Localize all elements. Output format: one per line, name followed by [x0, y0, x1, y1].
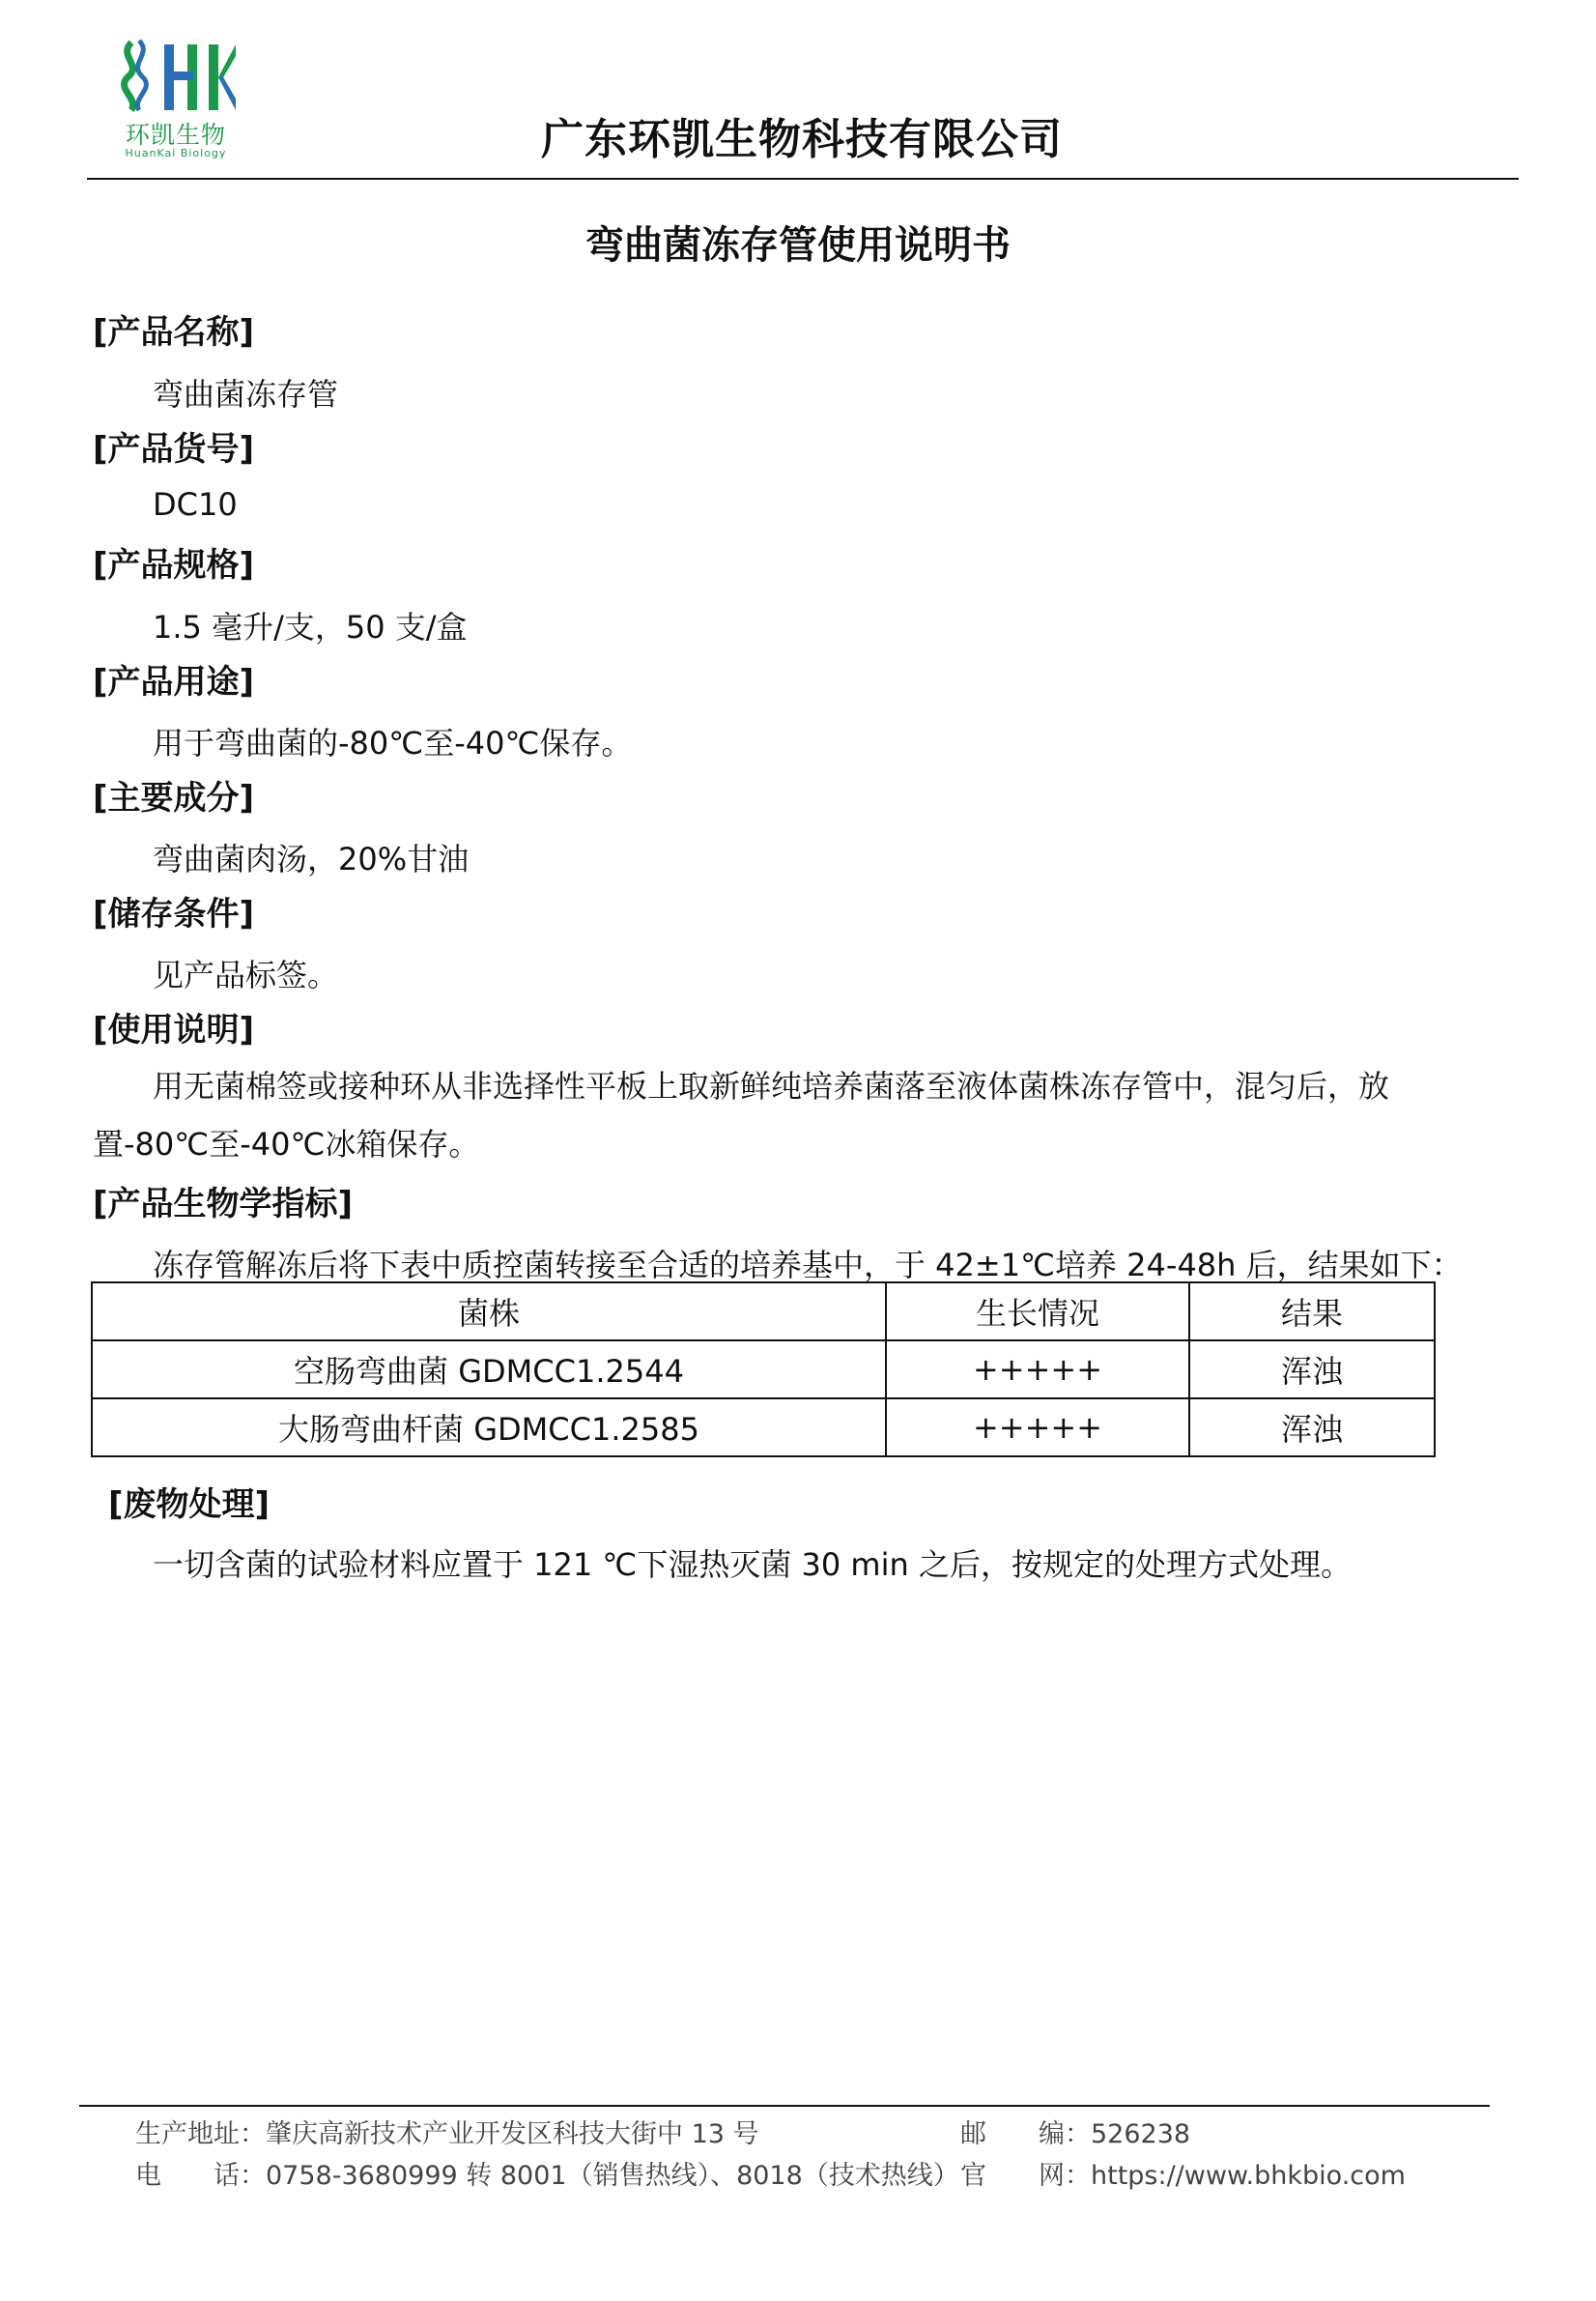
phone-label: 电 话： [135, 2161, 266, 2191]
zip-label: 邮 编： [960, 2119, 1091, 2149]
company-logo [108, 37, 243, 167]
waste-disposal: 一切含菌的试验材料应置于 121 ℃下湿热灭菌 30 min 之后，按规定的处理方式处理。 [153, 1546, 1352, 1583]
section-heading-storage: [储存条件] [93, 895, 255, 934]
section-heading-waste: [废物处理] [108, 1485, 271, 1524]
product-composition: 弯曲菌肉汤，20%甘油 [153, 841, 470, 877]
section-heading-name: [产品名称] [93, 313, 255, 352]
section-heading-bio-indicators: [产品生物学指标] [93, 1185, 354, 1223]
quality-control-table [91, 1281, 1436, 1457]
product-spec: 1.5 毫升/支，50 支/盒 [153, 609, 468, 646]
product-name: 弯曲菌冻存管 [153, 376, 339, 413]
header-divider [87, 178, 1519, 180]
website-label: 官 网： [960, 2161, 1091, 2191]
table-cell-result: 浑浊 [1189, 1340, 1435, 1398]
table-header-row [92, 1282, 1435, 1340]
section-heading-composition: [主要成分] [93, 779, 255, 818]
bio-indicators-intro: 冻存管解冻后将下表中质控菌转接至合适的培养基中，于 42±1℃培养 24-48h 后，结果如下： [153, 1247, 1463, 1283]
product-code: DC10 [153, 486, 238, 523]
bhk-logo-mark [114, 37, 238, 114]
usage-instructions: 用无菌棉签或接种环从非选择性平板上取新鲜纯培养菌落至液体菌株冻存管中，混匀后，放置-80℃至-40℃冰箱保存。 [93, 1068, 1390, 1163]
section-heading-instructions: [使用说明] [93, 1011, 255, 1050]
phone-value: 0758-3680999 转 8001（销售热线）、8018（技术热线） [266, 2161, 959, 2191]
footer-address [135, 2113, 759, 2150]
table-cell-strain: 空肠弯曲菌 GDMCC1.2544 [92, 1340, 886, 1398]
section-heading-use: [产品用途] [93, 663, 255, 702]
storage-conditions: 见产品标签。 [153, 957, 339, 993]
table-row [92, 1398, 1435, 1456]
table-header-cell: 结果 [1189, 1282, 1435, 1340]
footer-divider [79, 2105, 1490, 2107]
footer-phone [135, 2154, 959, 2192]
footer-zip [960, 2113, 1190, 2150]
table-row [92, 1340, 1435, 1398]
address-value: 肇庆高新技术产业开发区科技大街中 13 号 [266, 2119, 759, 2149]
section-heading-spec: [产品规格] [93, 546, 255, 585]
website-link[interactable]: https://www.bhkbio.com [1091, 2161, 1406, 2191]
table-cell-growth: +++++ [886, 1398, 1189, 1456]
footer-website [960, 2154, 1406, 2192]
zip-value: 526238 [1091, 2119, 1191, 2149]
address-label: 生产地址： [135, 2119, 266, 2149]
table-header-cell: 菌株 [92, 1282, 886, 1340]
logo-text-cn: 环凯生物 [125, 121, 226, 149]
table-cell-result: 浑浊 [1189, 1398, 1435, 1456]
section-heading-code: [产品货号] [93, 430, 255, 469]
table-header-cell: 生长情况 [886, 1282, 1189, 1340]
table-cell-strain: 大肠弯曲杆菌 GDMCC1.2585 [92, 1398, 886, 1456]
product-use: 用于弯曲菌的-80℃至-40℃保存。 [153, 725, 633, 762]
logo-text-en: HuanKai Biology [125, 147, 227, 159]
document-title: 弯曲菌冻存管使用说明书 [585, 223, 1011, 268]
company-name: 广东环凯生物科技有限公司 [541, 115, 1063, 164]
table-cell-growth: +++++ [886, 1340, 1189, 1398]
